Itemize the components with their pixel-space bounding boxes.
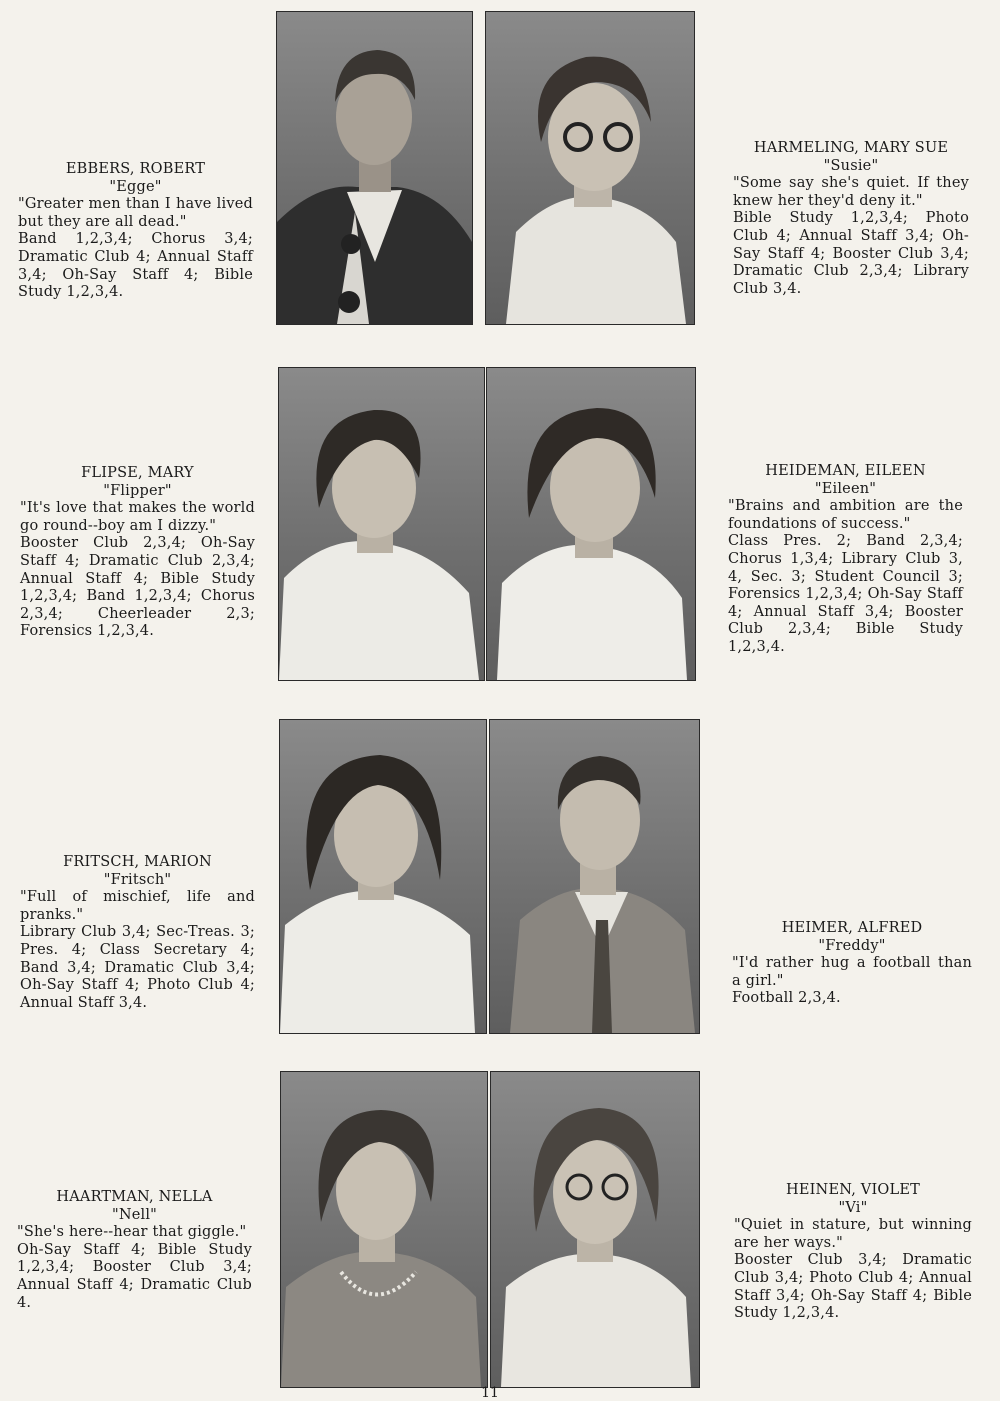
portrait-photo-fritsch — [279, 719, 487, 1034]
student-activities: Football 2,3,4. — [732, 990, 841, 1007]
portrait-photo-flipse — [278, 367, 485, 681]
student-quote: "Greater men than I have lived but they are all dead." — [18, 196, 253, 230]
student-name: HEIMER, ALFRED — [781, 920, 923, 936]
student-quote: "Full of mischief, life and pranks." — [20, 889, 255, 923]
student-nickname: "Flipper" — [103, 482, 172, 499]
student-activities: Booster Club 2,3,4; Oh-Say Staff 4; Dramatic Club 2,3,4; Annual Staff 4; Bible Study 1,2,3,4; Band 1,2,3,4; Chorus 2,3,4; Cheerleader 2,3; Forensics 1,2,3,4. — [20, 535, 255, 640]
portrait-photo-heinen — [490, 1071, 700, 1388]
student-bio-heinen — [734, 1182, 972, 1323]
page-number: 11 — [481, 1385, 499, 1401]
student-activities: Bible Study 1,2,3,4; Photo Club 4; Annual Staff 3,4; Oh-Say Staff 4; Booster Club 3,4; Dramatic Club 2,3,4; Library Club 3,4. — [733, 210, 969, 297]
portrait-photo-harmeling — [485, 11, 695, 325]
student-nickname: "Egge" — [109, 178, 162, 195]
student-quote: "Some say she's quiet. If they knew her they'd deny it." — [733, 175, 969, 209]
student-bio-haartman — [17, 1189, 252, 1312]
student-quote: "I'd rather hug a football than a girl." — [732, 955, 972, 989]
student-bio-fritsch — [20, 854, 255, 1012]
student-nickname: "Vi" — [838, 1199, 868, 1216]
student-bio-flipse — [20, 465, 255, 641]
student-bio-harmeling — [733, 140, 969, 298]
portrait-photo-heideman — [486, 367, 696, 681]
student-bio-heideman — [728, 463, 963, 657]
student-quote: "It's love that makes the world go round--boy am I dizzy." — [20, 500, 255, 534]
student-activities: Class Pres. 2; Band 2,3,4; Chorus 1,3,4; Library Club 3, 4, Sec. 3; Student Council 3; Forensics 1,2,3,4; Oh-Say Staff 4; Annual Staff 3,4; Booster Club 2,3,4; Bible Study 1,2,3,4. — [728, 533, 963, 655]
student-name: EBBERS, ROBERT — [65, 161, 206, 177]
student-name: HEINEN, VIOLET — [786, 1182, 920, 1198]
student-activities: Booster Club 3,4; Dramatic Club 3,4; Photo Club 4; Annual Staff 3,4; Oh-Say Staff 4; Bible Study 1,2,3,4. — [734, 1252, 972, 1322]
student-activities: Oh-Say Staff 4; Bible Study 1,2,3,4; Booster Club 3,4; Annual Staff 4; Dramatic Club 4. — [17, 1241, 252, 1311]
student-quote: "Quiet in stature, but winning are her ways." — [734, 1217, 972, 1251]
portrait-photo-heimer — [489, 719, 700, 1034]
student-bio-ebbers — [18, 161, 253, 302]
student-nickname: "Fritsch" — [103, 871, 172, 888]
student-nickname: "Freddy" — [818, 937, 886, 954]
student-name: HAARTMAN, NELLA — [56, 1189, 213, 1205]
student-name: FLIPSE, MARY — [81, 465, 194, 481]
student-quote: "Brains and ambition are the foundations of success." — [728, 498, 963, 532]
student-name: HARMELING, MARY SUE — [753, 140, 949, 156]
student-name: FRITSCH, MARION — [63, 854, 212, 870]
student-nickname: "Eileen" — [814, 480, 877, 497]
student-nickname: "Susie" — [823, 157, 879, 174]
student-name: HEIDEMAN, EILEEN — [765, 463, 926, 479]
student-bio-heimer — [732, 920, 972, 1008]
portrait-photo-ebbers — [276, 11, 473, 325]
student-quote: "She's here--hear that giggle." — [17, 1224, 247, 1241]
student-activities: Library Club 3,4; Sec-Treas. 3; Pres. 4; Class Secretary 4; Band 3,4; Dramatic Club 3,4; Oh-Say Staff 4; Photo Club 4; Annual Staff 3,4. — [20, 924, 255, 1011]
portrait-photo-haartman — [280, 1071, 488, 1388]
student-activities: Band 1,2,3,4; Chorus 3,4; Dramatic Club 4; Annual Staff 3,4; Oh-Say Staff 4; Bible Study 1,2,3,4. — [18, 231, 253, 301]
student-nickname: "Nell" — [111, 1206, 158, 1223]
